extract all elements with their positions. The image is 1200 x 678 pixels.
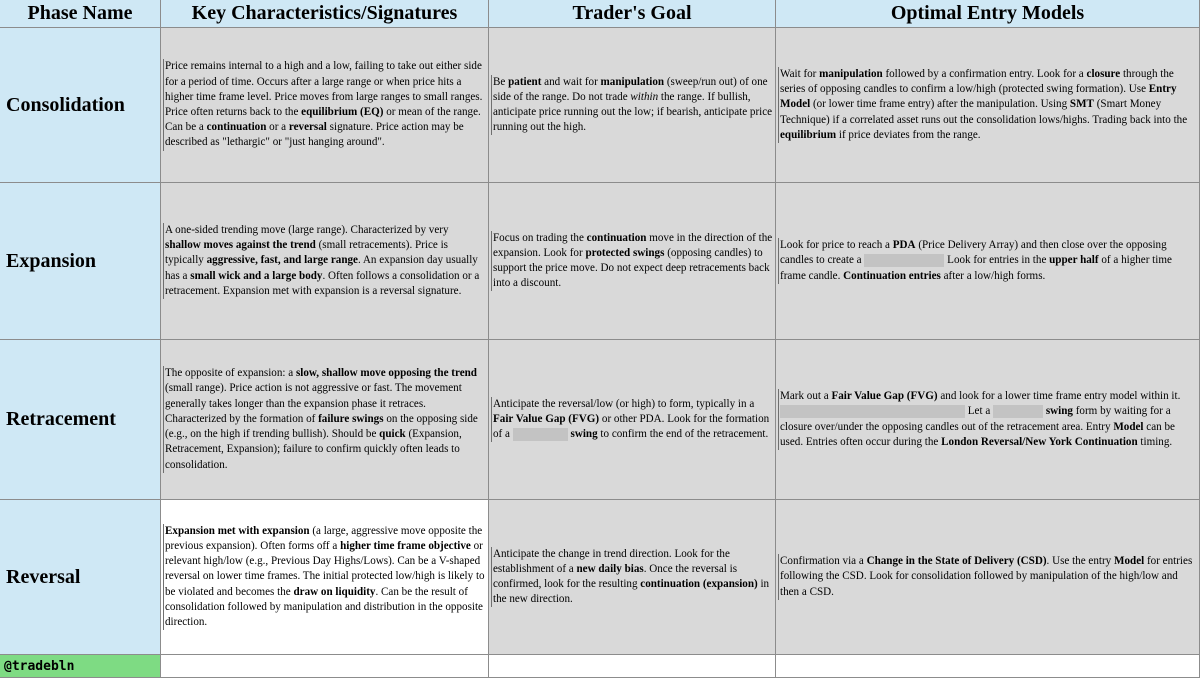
author-handle-cell[interactable] [0, 655, 161, 678]
emphasis-text: manipulation [819, 67, 883, 80]
author-handle: @tradebln [4, 658, 75, 674]
phase-cell-consolidation[interactable] [0, 28, 161, 183]
emphasis-text: aggressive, fast, and large range [206, 254, 358, 267]
entry-text: Mark out a Fair Value Gap (FVG) and look for a lower time frame entry model within it. Let a swing form by waiting for a closure over/under the opposing candles out of the retracement area. Entry Model can be used. Entries often occur during the London Reversal/New York Continuation timing. [778, 389, 1197, 450]
characteristics-text: Expansion met with expansion (a large, aggressive move opposite the previous expansion). Often forms off a higher time frame objective or relevant high/low (e.g., Previous Day Highs/Lows). Can be a V-shaped reversal on lower time frames. The initial protected low/high is likely to be violated and becomes the draw on liquidity. Can be the result of consolidation followed by manipulation and distribution in the opposite direction. [163, 524, 486, 630]
emphasis-text: swing [570, 428, 598, 441]
characteristics-text: Price remains internal to a high and a low, failing to take out either side for a period of time. Occurs after a large range or when price hits a higher time frame level. Price moves from large ranges to small ranges. Price often returns back to the equilibrium (EQ) or mean of the range. Can be a continuation or a reversal signature. Price action may be described as "lethargic" or "just hanging around". [163, 59, 486, 150]
emphasis-text: higher time frame objective [340, 539, 471, 552]
emphasis-text: continuation [206, 121, 267, 134]
emphasis-text: quick [379, 428, 406, 441]
entry-cell-retracement[interactable] [776, 340, 1200, 500]
goal-cell-retracement[interactable] [489, 340, 776, 500]
characteristics-cell-expansion[interactable] [161, 183, 489, 340]
goal-cell-reversal[interactable] [489, 500, 776, 655]
emphasis-text: SMT [1069, 98, 1094, 111]
emphasis-text: equilibrium (EQ) [301, 106, 384, 118]
redacted-text-blur [993, 405, 1043, 418]
emphasis-text: swing [1045, 405, 1073, 418]
emphasis-text: patient [508, 75, 542, 88]
header-phase-name[interactable] [0, 0, 161, 28]
empty-cell[interactable] [776, 655, 1200, 678]
entry-cell-reversal[interactable] [776, 500, 1200, 655]
emphasis-text: new daily bias [576, 562, 644, 575]
entry-cell-consolidation[interactable] [776, 28, 1200, 183]
emphasis-text: shallow moves against the trend [165, 239, 316, 252]
header-key-characteristics-label: Key Characteristics/Signatures [191, 2, 458, 24]
emphasis-text: upper half [1049, 254, 1099, 267]
entry-text: Look for price to reach a PDA (Price Delivery Array) and then close over the opposing candles to create a Look for entries in the upper half of a higher time frame candle. Continuation entries after a low/high forms. [778, 238, 1197, 284]
emphasis-text: London Reversal/New York Continuation [941, 435, 1138, 448]
header-optimal-entry-models[interactable] [776, 0, 1200, 28]
emphasis-text: Fair Value Gap (FVG) [493, 412, 600, 425]
goal-text: Focus on trading the continuation move in the direction of the expansion. Look for protected swings (opposing candles) to support the price move. Do not expect deep retracements back into a discount. [491, 231, 773, 292]
redacted-text-blur [864, 254, 944, 267]
entry-cell-expansion[interactable] [776, 183, 1200, 340]
italic-text: within [630, 90, 659, 103]
emphasis-text: reversal [288, 121, 327, 134]
emphasis-text: small wick and a large body [190, 269, 323, 282]
characteristics-cell-retracement[interactable] [161, 340, 489, 500]
phase-name: Reversal [6, 565, 81, 588]
characteristics-cell-reversal[interactable] [161, 500, 489, 655]
characteristics-text: The opposite of expansion: a slow, shallow move opposing the trend (small range). Price action is not aggressive or fast. The movement generally takes longer than the expansion phase it retraces. Characterized by the formation of failure swings on the opposing side (e.g., on the high if trending bullish). Should be quick (Expansion, Retracement, Expansion); failure to confirm quickly often leads to consolidation. [163, 366, 486, 472]
empty-cell[interactable] [161, 655, 489, 678]
emphasis-text: protected swings [585, 246, 665, 259]
empty-cell[interactable] [489, 655, 776, 678]
emphasis-text: PDA [892, 239, 916, 252]
emphasis-text: Model [1114, 555, 1145, 568]
emphasis-text: equilibrium [780, 128, 837, 141]
phase-cell-retracement[interactable] [0, 340, 161, 500]
emphasis-text: Change in the State of Delivery (CSD) [866, 555, 1047, 568]
emphasis-text: closure [1086, 67, 1121, 80]
phase-cell-reversal[interactable] [0, 500, 161, 655]
goal-cell-expansion[interactable] [489, 183, 776, 340]
goal-text: Anticipate the reversal/low (or high) to form, typically in a Fair Value Gap (FVG) or other PDA. Look for the formation of a swing to confirm the end of the retracement. [491, 397, 773, 443]
header-key-characteristics[interactable] [161, 0, 489, 28]
emphasis-text: Expansion met with expansion [165, 524, 310, 537]
emphasis-text: failure swings [318, 412, 384, 425]
emphasis-text: Continuation entries [843, 269, 941, 282]
emphasis-text: continuation (expansion) [640, 578, 758, 590]
header-traders-goal-label: Trader's Goal [572, 2, 692, 24]
phase-name: Retracement [6, 408, 116, 430]
header-traders-goal[interactable] [489, 0, 776, 28]
emphasis-text: draw on liquidity [293, 585, 376, 598]
emphasis-text: Model [1113, 420, 1144, 433]
characteristics-cell-consolidation[interactable] [161, 28, 489, 183]
entry-text: Confirmation via a Change in the State of Delivery (CSD). Use the entry Model for entries following the CSD. Look for consolidation followed by manipulation of the high/low and then a CSD. [778, 554, 1197, 600]
redacted-text-blur [513, 428, 568, 441]
characteristics-text: A one-sided trending move (large range). Characterized by very shallow moves against the trend (small retracements). Price is typically aggressive, fast, and large range. An expansion day usually has a small wick and a large body. Often follows a consolidation or a retracement. Expansion met with expansion is a reversal signature. [163, 223, 486, 299]
header-optimal-entry-models-label: Optimal Entry Models [890, 2, 1085, 24]
phase-cell-expansion[interactable] [0, 183, 161, 340]
phase-name: Consolidation [6, 93, 125, 116]
emphasis-text: continuation [586, 231, 647, 244]
emphasis-text: Entry Model [780, 83, 1177, 111]
header-phase-name-label: Phase Name [27, 2, 133, 24]
goal-cell-consolidation[interactable] [489, 28, 776, 183]
goal-text: Anticipate the change in trend direction. Look for the establishment of a new daily bias. Once the reversal is confirmed, look for the resulting continuation (expansion) in the new direction. [491, 547, 773, 608]
emphasis-text: manipulation [600, 75, 665, 88]
emphasis-text: Fair Value Gap (FVG) [831, 390, 938, 403]
goal-text: Be patient and wait for manipulation (sweep/run out) of one side of the range. Do not trade within the range. If bullish, anticipate price running out the low; if bearish, anticipate price running out the high. [491, 75, 773, 136]
emphasis-text: slow, shallow move opposing the trend [295, 367, 477, 380]
phase-name: Expansion [6, 249, 97, 272]
redacted-text-blur [780, 405, 965, 418]
entry-text: Wait for manipulation followed by a confirmation entry. Look for a closure through the series of opposing candles to confirm a low/high (protected swing formation). Use Entry Model (or lower time frame entry) after the manipulation. Using SMT (Smart Money Technique) if a correlated asset runs out the consolidation lows/highs. Trading back into the equilibrium if price deviates from the range. [778, 67, 1197, 143]
